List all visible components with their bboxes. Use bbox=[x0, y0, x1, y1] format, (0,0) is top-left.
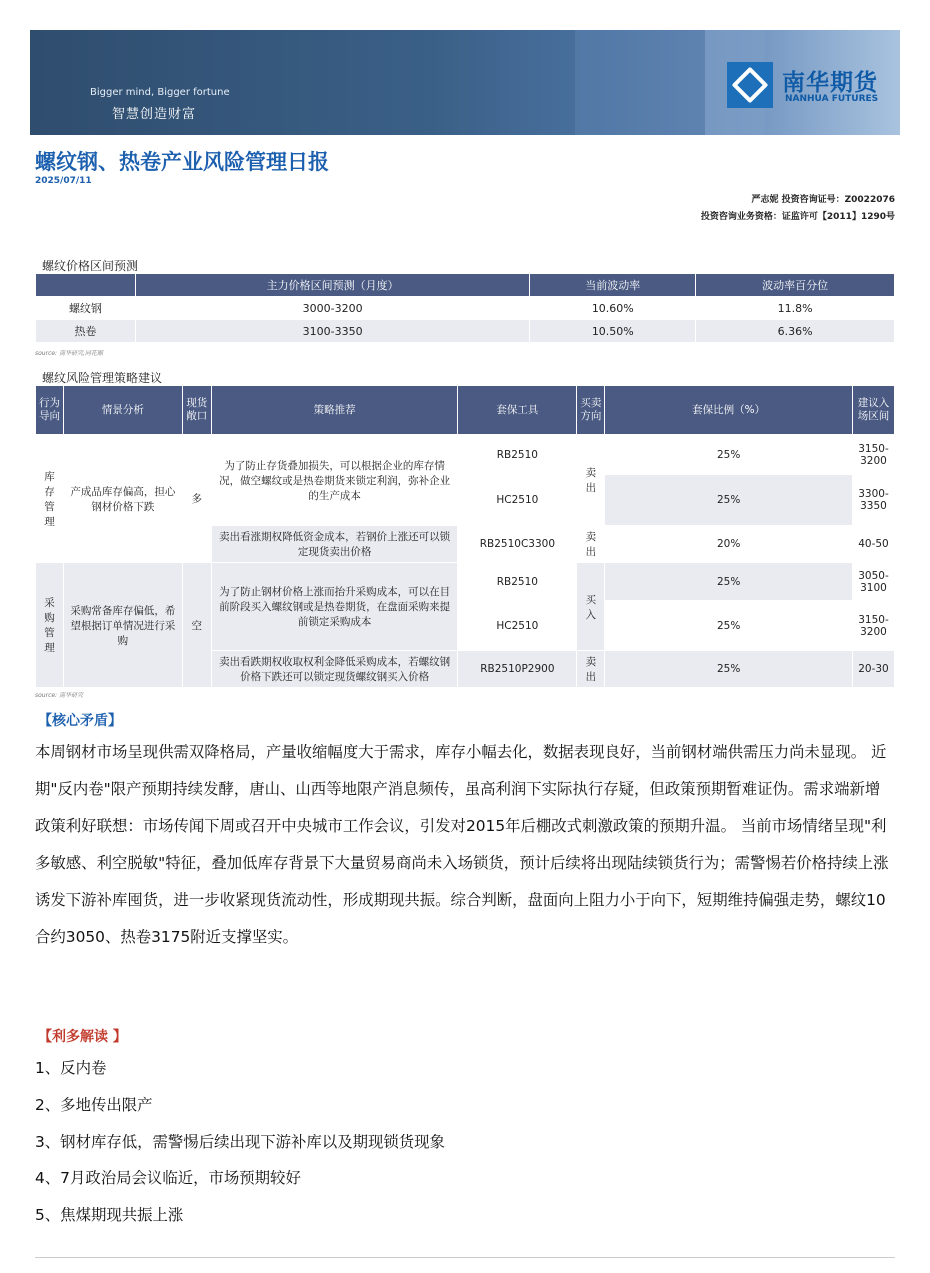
list-item: 5、焦煤期现共振上涨 bbox=[35, 1206, 184, 1224]
strategy-cell: 为了防止钢材价格上涨而抬升采购成本，可以在目前阶段买入螺纹钢或是热卷期货，在盘面采购来提前锁定采购成本 bbox=[211, 563, 458, 651]
tool-cell: RB2510 bbox=[458, 563, 577, 601]
range-cell: 3050-3100 bbox=[852, 563, 894, 601]
ratio-cell: 25% bbox=[605, 651, 853, 688]
strategy-cell: 卖出看跌期权收取权利金降低采购成本，若螺纹钢价格下跌还可以锁定现货螺纹钢买入价格 bbox=[211, 651, 458, 688]
table-header: 现货敞口 bbox=[182, 386, 211, 435]
behavior-cell: 采购管理 bbox=[36, 563, 64, 688]
range-cell: 3300-3350 bbox=[852, 475, 894, 526]
direction-cell: 卖出 bbox=[577, 651, 605, 688]
table-header: 当前波动率 bbox=[530, 274, 696, 297]
scenario-cell: 采购常备库存偏低，希望根据订单情况进行采购 bbox=[63, 563, 182, 688]
table-cell: 3100-3350 bbox=[135, 320, 530, 343]
table-cell: 10.50% bbox=[530, 320, 696, 343]
table-row bbox=[36, 435, 895, 475]
nanhua-logo-icon bbox=[727, 62, 773, 108]
range-cell: 20-30 bbox=[852, 651, 894, 688]
table-header-row bbox=[36, 274, 895, 297]
price-range-table bbox=[35, 273, 895, 343]
exposure-cell: 多 bbox=[182, 435, 211, 563]
list-item: 1、反内卷 bbox=[35, 1059, 107, 1077]
core-paragraph: 本周钢材市场呈现供需双降格局，产量收缩幅度大于需求，库存小幅去化，数据表现良好，当前钢材端供需压力尚未显现。 近期"反内卷"限产预期持续发酵，唐山、山西等地限产消息频传，虽高利润下实际执行存疑，但政策预期暂难证伪。需求端新增政策利好联想：市场传闻下周或召开中央城市工作会议，引发对2015年后棚改式刺激政策的预期升温。 当前市场情绪呈现"利多敏感、利空脱敏"特征，叠加低库存背景下大量贸易商尚未入场锁货，预计后续将出现陆续锁货行为；需警惕若价格持续上涨诱发下游补库囤货，进一步收紧现货流动性，形成期现共振。综合判断，盘面向上阻力小于向下，短期维持偏强走势，螺纹10合约3050、热卷3175附近支撑坚实。 bbox=[35, 743, 889, 946]
ratio-cell: 25% bbox=[605, 563, 853, 601]
table-header: 策略推荐 bbox=[211, 386, 458, 435]
bullish-heading: 【利多解读 】 bbox=[38, 1029, 127, 1045]
table-header: 行为导向 bbox=[36, 386, 64, 435]
header-banner bbox=[30, 30, 900, 135]
table-header: 主力价格区间预测（月度） bbox=[135, 274, 530, 297]
ratio-cell: 25% bbox=[605, 435, 853, 475]
tool-cell: HC2510 bbox=[458, 475, 577, 526]
table-row bbox=[36, 297, 895, 320]
core-heading bbox=[38, 710, 122, 730]
logo-chinese: 南华期货 bbox=[782, 70, 878, 96]
strategy-cell: 为了防止存货叠加损失，可以根据企业的库存情况，做空螺纹或是热卷期货来锁定利润，弥补企业的生产成本 bbox=[211, 435, 458, 526]
strategy-table-label: 螺纹风险管理策略建议 bbox=[42, 371, 163, 385]
range-cell: 3150-3200 bbox=[852, 435, 894, 475]
ratio-cell: 25% bbox=[605, 601, 853, 651]
logo-english: NANHUA FUTURES bbox=[785, 94, 879, 104]
slogan-english: Bigger mind, Bigger fortune bbox=[90, 87, 230, 98]
slogan-chinese: 智慧创造财富 bbox=[112, 107, 197, 122]
tool-cell: RB2510 bbox=[458, 435, 577, 475]
direction-cell: 买入 bbox=[577, 563, 605, 651]
range-cell: 40-50 bbox=[852, 526, 894, 563]
table-header: 波动率百分位 bbox=[696, 274, 895, 297]
tool-cell: HC2510 bbox=[458, 601, 577, 651]
source-note: source: 南华研究,同花顺 bbox=[35, 350, 103, 357]
table-header: 买卖方向 bbox=[577, 386, 605, 435]
table-row bbox=[36, 320, 895, 343]
table-header-row bbox=[36, 386, 895, 435]
table-cell: 热卷 bbox=[36, 320, 136, 343]
strategy-cell: 卖出看涨期权降低资金成本，若钢价上涨还可以锁定现货卖出价格 bbox=[211, 526, 458, 563]
exposure-cell: 空 bbox=[182, 563, 211, 688]
table-header bbox=[36, 274, 136, 297]
ratio-cell: 25% bbox=[605, 475, 853, 526]
tool-cell: RB2510C3300 bbox=[458, 526, 577, 563]
report-title: 螺纹钢、热卷产业风险管理日报 bbox=[35, 150, 329, 174]
range-cell: 3150-3200 bbox=[852, 601, 894, 651]
direction-cell: 卖出 bbox=[577, 526, 605, 563]
table-row bbox=[36, 563, 895, 601]
banner-panel bbox=[575, 30, 705, 135]
scenario-cell: 产成品库存偏高，担心钢材价格下跌 bbox=[63, 435, 182, 563]
ratio-cell: 20% bbox=[605, 526, 853, 563]
table-cell: 11.8% bbox=[696, 297, 895, 320]
core-heading-text: 【核心矛盾】 bbox=[38, 713, 122, 729]
list-item: 2、多地传出限产 bbox=[35, 1096, 153, 1114]
table-header: 套保比例（%） bbox=[605, 386, 853, 435]
table-header: 套保工具 bbox=[458, 386, 577, 435]
behavior-cell: 库存管理 bbox=[36, 435, 64, 563]
footer-divider bbox=[35, 1257, 895, 1258]
table-header: 建议入场区间 bbox=[852, 386, 894, 435]
table-header: 情景分析 bbox=[63, 386, 182, 435]
table-cell: 6.36% bbox=[696, 320, 895, 343]
table-cell: 3000-3200 bbox=[135, 297, 530, 320]
price-table-label: 螺纹价格区间预测 bbox=[42, 259, 139, 273]
direction-cell: 卖出 bbox=[577, 435, 605, 526]
report-date: 2025/07/11 bbox=[35, 176, 92, 186]
table-cell: 10.60% bbox=[530, 297, 696, 320]
source-note: source: 南华研究 bbox=[35, 692, 83, 699]
list-item: 3、钢材库存低，需警惕后续出现下游补库以及期现锁货现象 bbox=[35, 1133, 445, 1151]
table-cell: 螺纹钢 bbox=[36, 297, 136, 320]
analyst-info: 严志妮 投资咨询证号：Z0022076 bbox=[751, 195, 895, 205]
strategy-table bbox=[35, 385, 895, 688]
tool-cell: RB2510P2900 bbox=[458, 651, 577, 688]
license-info: 投资咨询业务资格：证监许可【2011】1290号 bbox=[700, 212, 895, 222]
list-item: 4、7月政治局会议临近，市场预期较好 bbox=[35, 1169, 301, 1187]
